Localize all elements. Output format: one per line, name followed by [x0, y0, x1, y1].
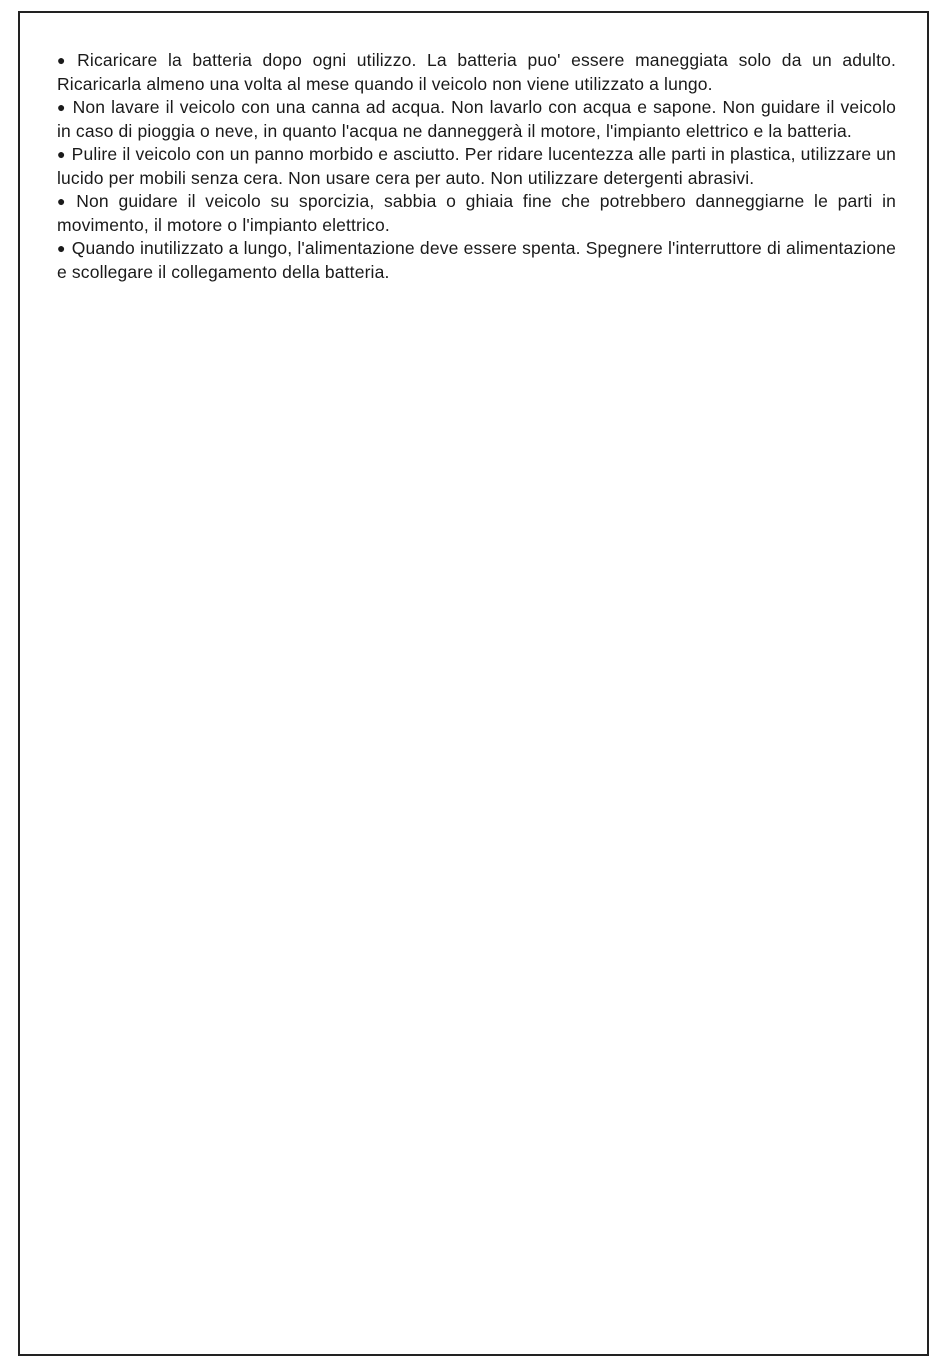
bullet-icon: ●	[57, 52, 72, 68]
instruction-text: Ricaricare la batteria dopo ogni utilizzo. La batteria puo' essere maneggiata solo da un adulto. Ricaricarla almeno una volta al mese quando il veicolo non viene utilizzato a lungo.	[57, 50, 897, 94]
instruction-text: Pulire il veicolo con un panno morbido e asciutto. Per ridare lucentezza alle parti in plastica, utilizzare un lucido per mobili senza cera. Non usare cera per auto. Non utilizzare detergenti abrasivi.	[57, 144, 897, 188]
bullet-icon: ●	[57, 240, 66, 256]
bullet-icon: ●	[57, 99, 67, 115]
instruction-paragraph	[57, 190, 896, 237]
instruction-text: Non guidare il veicolo su sporcizia, sabbia o ghiaia fine che potrebbero danneggiarne le parti in movimento, il motore o l'impianto elettrico.	[57, 191, 896, 235]
instruction-text: Non lavare il veicolo con una canna ad acqua. Non lavarlo con acqua e sapone. Non guidare il veicolo in caso di pioggia o neve, in quanto l'acqua ne danneggerà il motore, l'impianto elettrico e la batteria.	[57, 97, 896, 141]
instruction-paragraph	[57, 143, 896, 190]
maintenance-instructions	[57, 49, 896, 284]
instruction-paragraph	[57, 237, 896, 284]
instruction-text: Quando inutilizzato a lungo, l'alimentazione deve essere spenta. Spegnere l'interruttore di alimentazione e scollegare il collegamento della batteria.	[57, 238, 896, 282]
bullet-icon: ●	[57, 146, 66, 162]
instruction-paragraph	[57, 96, 896, 143]
instruction-paragraph	[57, 49, 896, 96]
bullet-icon: ●	[57, 193, 71, 209]
